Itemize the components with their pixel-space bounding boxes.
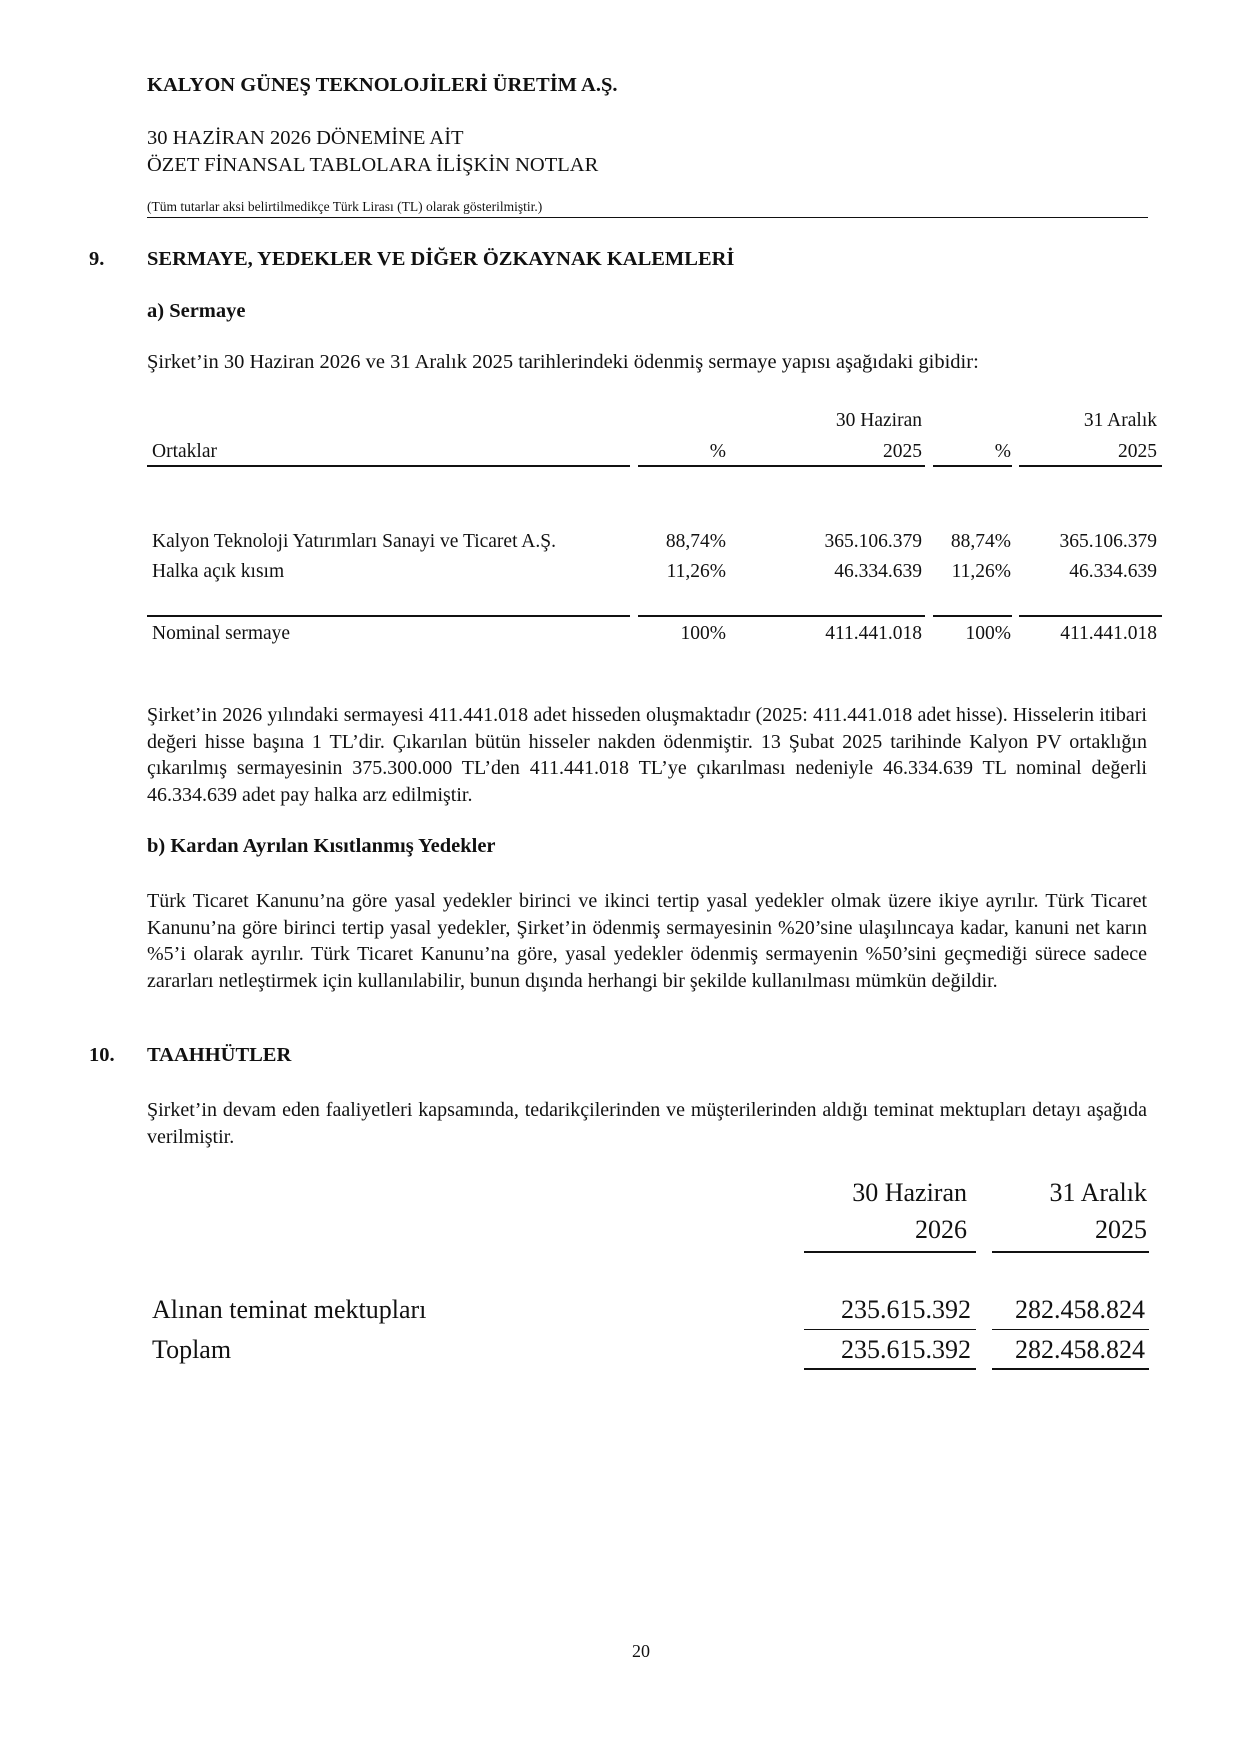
col-date1-line2: 2025 <box>883 441 922 462</box>
col-pct1-header: % <box>709 441 726 462</box>
value-2025: 282.458.824 <box>1015 1295 1145 1324</box>
total-rule-owners <box>147 615 630 617</box>
period-line-1: 30 HAZİRAN 2026 DÖNEMİNE AİT <box>147 127 464 149</box>
section-10-number: 10. <box>89 1044 115 1066</box>
total-pct-2026: 100% <box>680 623 726 644</box>
value-2025: 46.334.639 <box>1069 561 1157 582</box>
col-date2-line2: 2025 <box>1095 1215 1147 1244</box>
pct-2026: 88,74% <box>665 531 726 552</box>
total-rule-date1 <box>804 1368 976 1370</box>
col-date1-line2: 2026 <box>915 1215 967 1244</box>
capital-paragraph: Şirket’in 2026 yılındaki sermayesi 411.441.018 adet hisseden oluşmaktadır (2025: 411.441.018 adet hisse). Hisselerin itibari değeri hisse başına 1 TL’dir. Çıkarılan bütün hisseler nakden ödenmiştir. 13 Şubat 2025 tarihinde Kalyon PV ortaklığın çıkarılmış sermayesinin 375.300.000 TL’den 411.441.018 TL’ye çıkarılması nedeniyle 46.334.639 TL nominal değerli 46.334.639 adet pay halka arz edilmiştir. <box>147 704 1147 806</box>
total-rule-date1 <box>638 615 925 617</box>
header-rule-date2 <box>992 1251 1149 1253</box>
total-label: Nominal sermaye <box>152 623 291 644</box>
header-rule-date1 <box>804 1251 976 1253</box>
header-rule-date2 <box>1019 465 1162 467</box>
header-rule <box>147 217 1148 218</box>
period-line-2: ÖZET FİNANSAL TABLOLARA İLİŞKİN NOTLAR <box>147 154 599 176</box>
company-name: KALYON GÜNEŞ TEKNOLOJİLERİ ÜRETİM A.Ş. <box>147 74 618 96</box>
owner-name: Halka açık kısım <box>152 561 285 582</box>
total-value-2025: 411.441.018 <box>1060 623 1157 644</box>
col-date1-line1: 30 Haziran <box>835 410 922 431</box>
value-2025: 365.106.379 <box>1059 531 1157 552</box>
subsection-a-intro: Şirket’in 30 Haziran 2026 ve 31 Aralık 2025 tarihlerindeki ödenmiş sermaye yapısı aşağıdaki gibidir: <box>147 351 979 373</box>
section-10-title: TAAHHÜTLER <box>147 1044 292 1066</box>
page-number: 20 <box>632 1641 650 1661</box>
reserves-paragraph: Türk Ticaret Kanunu’na göre yasal yedekler birinci ve ikinci tertip yasal yedekler olmak üzere ikiye ayrılır. Türk Ticaret Kanunu’na göre birinci tertip yasal yedekler, Şirket’in ödenmiş sermayesinin %20’sine ulaşılıncaya kadar, kanuni net karın %5’i olarak ayrılır. Türk Ticaret Kanunu’na göre, yasal yedekler ödenmiş sermayenin %50’sini geçmediği sürece sadece zararları netleştirmek için kullanılabilir, bunun dışında herhangi bir şekilde kullanılması mümkün değildir. <box>147 890 1147 992</box>
section-9-title: SERMAYE, YEDEKLER VE DİĞER ÖZKAYNAK KALEMLERİ <box>147 248 735 270</box>
value-2026: 235.615.392 <box>841 1295 971 1324</box>
subtotal-rule-date1 <box>804 1329 976 1330</box>
header-rule-date1 <box>638 465 925 467</box>
value-2026: 365.106.379 <box>824 531 922 552</box>
total-rule-date2 <box>992 1368 1149 1370</box>
pct-2025: 11,26% <box>951 561 1011 582</box>
currency-note: (Tüm tutarlar aksi belirtilmedikçe Türk Lirası (TL) olarak gösterilmiştir.) <box>147 199 543 214</box>
header-rule-pct2 <box>933 465 1012 467</box>
pct-2026: 11,26% <box>666 561 726 582</box>
owner-name: Kalyon Teknoloji Yatırımları Sanayi ve Ticaret A.Ş. <box>152 531 556 552</box>
value-2026: 235.615.392 <box>841 1335 971 1364</box>
total-rule-date2 <box>1019 615 1162 617</box>
subsection-b-title: b) Kardan Ayrılan Kısıtlanmış Yedekler <box>147 835 496 857</box>
total-rule-pct2 <box>933 615 1012 617</box>
col-date2-line1: 31 Aralık <box>1083 410 1157 431</box>
value-2026: 46.334.639 <box>834 561 922 582</box>
col-pct2-header: % <box>994 441 1011 462</box>
col-date2-line1: 31 Aralık <box>1049 1178 1147 1207</box>
value-2025: 282.458.824 <box>1015 1335 1145 1364</box>
section-9-number: 9. <box>89 248 105 270</box>
col-owners-header: Ortaklar <box>152 441 217 462</box>
col-date1-line1: 30 Haziran <box>852 1178 967 1207</box>
pct-2025: 88,74% <box>950 531 1011 552</box>
section-10-intro: Şirket’in devam eden faaliyetleri kapsamında, tedarikçilerinden ve müşterilerinden aldığı teminat mektupları detayı aşağıda verilmiştir. <box>147 1099 1147 1148</box>
col-date2-line2: 2025 <box>1118 441 1157 462</box>
row-label: Alınan teminat mektupları <box>152 1295 427 1324</box>
subsection-a-title: a) Sermaye <box>147 300 246 322</box>
total-pct-2025: 100% <box>965 623 1011 644</box>
total-value-2026: 411.441.018 <box>825 623 922 644</box>
subtotal-rule-date2 <box>992 1329 1149 1330</box>
header-rule-owners <box>147 465 630 467</box>
row-label: Toplam <box>152 1335 232 1364</box>
